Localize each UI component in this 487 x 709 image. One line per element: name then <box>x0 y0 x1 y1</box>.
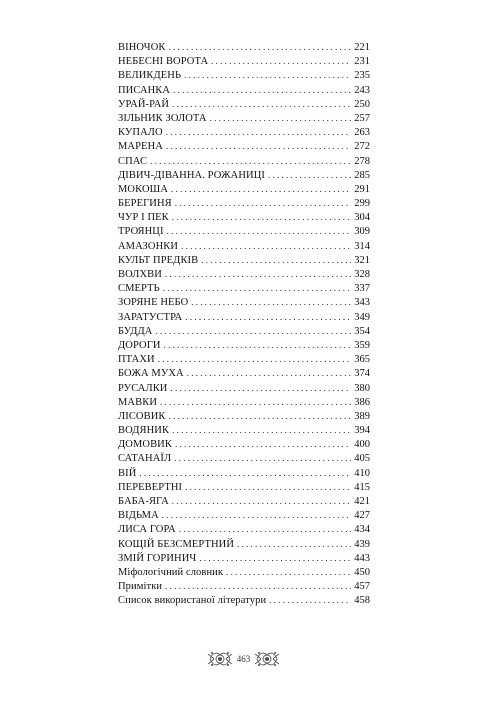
toc-entry-page: 434 <box>354 524 370 536</box>
toc-entry-page: 337 <box>354 283 370 295</box>
toc-entry-page: 343 <box>354 297 370 309</box>
toc-entry <box>118 253 370 267</box>
toc-entry-title: ЗМІЙ ГОРИНИЧ <box>118 552 197 564</box>
toc-entry-page: 386 <box>354 396 370 408</box>
dot-leader <box>175 196 352 211</box>
toc-entry <box>118 324 370 338</box>
toc-entry-title: ЗАРАТУСТРА <box>118 311 183 323</box>
toc-entry-title: ЗІЛЬНИК ЗОЛОТА <box>118 112 207 124</box>
toc-entry <box>118 480 370 494</box>
toc-entry-page: 314 <box>354 240 370 252</box>
toc-entry-page: 458 <box>354 595 370 607</box>
toc-entry-page: 354 <box>354 325 370 337</box>
toc-entry-page: 410 <box>354 467 370 479</box>
toc-entry-title: Список використаної літератури <box>118 595 267 607</box>
toc-entry-title: КОЩІЙ БЕЗСМЕРТНИЙ <box>118 538 235 550</box>
dot-leader <box>172 210 352 225</box>
toc-entry-page: 421 <box>354 496 370 507</box>
toc-entry-title: ВЕЛИКДЕНЬ <box>118 70 182 82</box>
toc-entry-page: 285 <box>354 169 370 181</box>
toc-entry <box>118 565 370 579</box>
toc-entry-title: ДОМОВИК <box>118 439 172 451</box>
toc-entry-page: 380 <box>354 382 370 394</box>
toc-entry <box>118 154 370 168</box>
toc-entry-page: 389 <box>354 410 370 422</box>
toc-entry-title: БУДДА <box>118 325 153 337</box>
toc-entry-title: МАРЕНА <box>118 141 163 153</box>
dot-leader <box>139 466 351 481</box>
toc-entry <box>118 494 370 508</box>
toc-entry-page: 427 <box>354 510 370 522</box>
toc-entry-page: 457 <box>354 581 370 593</box>
toc-entry-title: РУСАЛКИ <box>118 382 168 394</box>
toc-entry-page: 365 <box>354 354 370 366</box>
toc-entry <box>118 381 370 395</box>
dot-leader <box>172 97 351 112</box>
dot-leader <box>174 451 351 466</box>
toc-entry <box>118 508 370 522</box>
toc-entry-page: 374 <box>354 368 370 380</box>
toc-entry-title: ДОРОГИ <box>118 339 161 351</box>
toc-entry-title: ЧУР І ПЕК <box>118 212 169 224</box>
toc-entry-page: 304 <box>354 212 370 224</box>
toc-entry-title: ЗОРЯНЕ НЕБО <box>118 297 189 309</box>
toc-entry <box>118 593 370 607</box>
toc-entry-page: 250 <box>354 98 370 110</box>
floral-ornament-icon <box>253 648 281 670</box>
dot-leader <box>191 295 351 310</box>
toc-entry <box>118 295 370 309</box>
dot-leader <box>167 224 352 239</box>
toc-entry-page: 450 <box>354 566 370 578</box>
toc-entry-title: БЕРЕГИНЯ <box>118 198 172 210</box>
toc-entry-page: 394 <box>354 425 370 437</box>
dot-leader <box>173 83 351 98</box>
dot-leader <box>166 139 351 154</box>
dot-leader <box>211 54 351 69</box>
toc-entry-page: 278 <box>354 155 370 167</box>
toc-entry <box>118 522 370 536</box>
toc-entry-title: Міфологічний словник <box>118 566 224 578</box>
toc-entry-title: ДІВИЧ-ДІВАННА. РОЖАНИЦІ <box>118 169 265 181</box>
dot-leader <box>164 338 352 353</box>
dot-leader <box>199 551 351 566</box>
toc-entry-title: ВІЙ <box>118 467 137 479</box>
toc-entry-title: МАВКИ <box>118 396 158 408</box>
dot-leader <box>201 253 351 268</box>
toc-entry-title: ВІДЬМА <box>118 510 159 522</box>
dot-leader <box>237 537 351 552</box>
page-number: 463 <box>236 654 251 664</box>
dot-leader <box>169 409 352 424</box>
dot-leader <box>175 437 351 452</box>
toc-entry <box>118 310 370 324</box>
toc-entry-page: 400 <box>354 439 370 451</box>
toc-entry-page: 221 <box>354 42 370 53</box>
page-footer <box>0 648 487 670</box>
toc-entry-page: 443 <box>354 552 370 564</box>
toc-entry <box>118 168 370 182</box>
dot-leader <box>179 522 351 537</box>
toc-entry-page: 231 <box>354 56 370 68</box>
toc-entry-title: ВІНОЧОК <box>118 42 166 53</box>
toc-entry <box>118 451 370 465</box>
toc-entry-page: 321 <box>354 254 370 266</box>
toc-entry-title: ТРОЯНЦІ <box>118 226 164 238</box>
dot-leader <box>170 381 351 396</box>
toc-entry-title: СПАС <box>118 155 148 167</box>
dot-leader <box>158 352 352 367</box>
table-of-contents <box>118 40 370 608</box>
toc-entry <box>118 437 370 451</box>
dot-leader <box>268 168 351 183</box>
dot-leader <box>165 579 351 594</box>
toc-entry-page: 291 <box>354 183 370 195</box>
toc-entry-title: ЛІСОВИК <box>118 410 166 422</box>
toc-entry-title: КУЛЬТ ПРЕДКІВ <box>118 254 199 266</box>
toc-entry-page: 263 <box>354 127 370 139</box>
toc-entry <box>118 139 370 153</box>
toc-entry-title: УРАЙ-РАЙ <box>118 98 170 110</box>
toc-entry <box>118 551 370 565</box>
toc-entry-title: БАБА-ЯГА <box>118 496 169 507</box>
dot-leader <box>155 324 351 339</box>
dot-leader <box>181 239 351 254</box>
toc-entry-title: САТАНАЇЛ <box>118 453 172 465</box>
dot-leader <box>166 125 352 140</box>
toc-entry <box>118 40 370 54</box>
toc-entry-page: 272 <box>354 141 370 153</box>
toc-entry-page: 359 <box>354 339 370 351</box>
toc-entry <box>118 338 370 352</box>
toc-entry-page: 349 <box>354 311 370 323</box>
dot-leader <box>185 480 351 495</box>
toc-entry <box>118 423 370 437</box>
toc-entry-page: 309 <box>354 226 370 238</box>
toc-entry-title: ПТАХИ <box>118 354 155 366</box>
toc-entry <box>118 366 370 380</box>
toc-entry-page: 405 <box>354 453 370 465</box>
toc-entry-title: МОКОША <box>118 183 169 195</box>
dot-leader <box>163 281 351 296</box>
toc-entry-title: СМЕРТЬ <box>118 283 160 295</box>
toc-entry <box>118 395 370 409</box>
toc-entry-title: ПЕРЕВЕРТНІ <box>118 481 183 493</box>
toc-entry-page: 257 <box>354 112 370 124</box>
toc-entry <box>118 125 370 139</box>
toc-entry <box>118 210 370 224</box>
toc-entry-title: АМАЗОНКИ <box>118 240 179 252</box>
toc-entry-title: ПИСАНКА <box>118 84 171 96</box>
dot-leader <box>269 593 351 608</box>
toc-entry <box>118 54 370 68</box>
dot-leader <box>150 154 351 169</box>
toc-entry-page: 415 <box>354 481 370 493</box>
toc-entry-title: НЕБЕСНІ ВОРОТА <box>118 56 209 68</box>
dot-leader <box>210 111 352 126</box>
toc-entry-title: Примітки <box>118 581 163 593</box>
dot-leader <box>184 68 351 83</box>
toc-entry-page: 243 <box>354 84 370 96</box>
toc-entry <box>118 537 370 551</box>
toc-entry <box>118 182 370 196</box>
dot-leader <box>172 494 351 509</box>
toc-entry <box>118 267 370 281</box>
toc-entry <box>118 281 370 295</box>
toc-entry <box>118 97 370 111</box>
toc-entry <box>118 352 370 366</box>
toc-entry-title: КУПАЛО <box>118 127 163 139</box>
dot-leader <box>226 565 351 580</box>
toc-entry-title: ЛИСА ГОРА <box>118 524 176 536</box>
toc-entry <box>118 466 370 480</box>
dot-leader <box>172 423 351 438</box>
toc-entry <box>118 68 370 82</box>
dot-leader <box>187 366 352 381</box>
toc-entry-page: 439 <box>354 538 370 550</box>
toc-entry <box>118 579 370 593</box>
toc-entry-title: ВОДЯНИК <box>118 425 170 437</box>
dot-leader <box>171 182 351 197</box>
toc-entry-page: 299 <box>354 198 370 210</box>
dot-leader <box>160 395 351 410</box>
toc-entry <box>118 239 370 253</box>
toc-entry-page: 328 <box>354 269 370 280</box>
toc-entry <box>118 111 370 125</box>
dot-leader <box>169 40 352 55</box>
toc-entry <box>118 83 370 97</box>
toc-entry <box>118 196 370 210</box>
dot-leader <box>162 508 351 523</box>
toc-entry <box>118 224 370 238</box>
toc-entry-title: ВОЛХВИ <box>118 269 162 280</box>
floral-ornament-icon <box>206 648 234 670</box>
dot-leader <box>185 310 351 325</box>
toc-entry-page: 235 <box>354 70 370 82</box>
toc-entry <box>118 409 370 423</box>
toc-entry-title: БОЖА МУХА <box>118 368 184 380</box>
dot-leader <box>165 267 351 282</box>
